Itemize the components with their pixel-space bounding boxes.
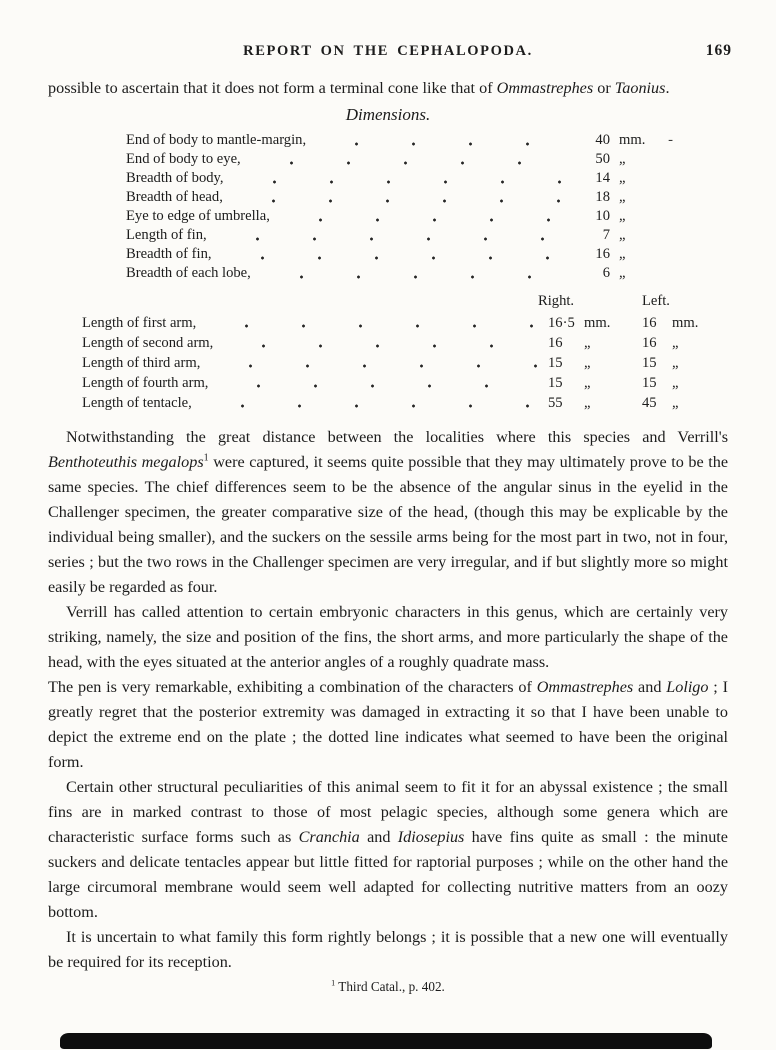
header-spacer — [82, 292, 536, 311]
dimension-value: 16 — [595, 246, 610, 262]
dimension-row — [126, 245, 673, 264]
dot-leader — [282, 207, 568, 226]
text-segment: or — [593, 79, 615, 97]
scan-stray-mark — [661, 226, 673, 245]
arms-table-header-row — [82, 292, 700, 311]
italic-text-segment: Ommastrephes — [536, 678, 634, 696]
dot-leader — [263, 264, 568, 283]
dot-leader — [225, 333, 542, 353]
paragraph-comparison-verrill — [48, 425, 728, 600]
italic-text-segment: Cranchia — [298, 828, 360, 846]
dimension-value: 14 — [595, 170, 610, 186]
dimension-label: Breadth of each lobe, — [126, 265, 251, 281]
column-header-left: Left. — [642, 293, 670, 309]
scan-stray-mark — [661, 207, 673, 226]
running-header — [48, 42, 732, 62]
arm-left-value: 16 — [642, 315, 657, 331]
dimension-label: Breadth of fin, — [126, 246, 212, 262]
footnote-text: Third Catal., p. 402. — [335, 979, 445, 994]
arm-right-value: 16 — [548, 335, 563, 351]
dimension-row — [126, 150, 673, 169]
dot-leader — [253, 150, 568, 169]
paragraph-family-uncertain — [48, 925, 728, 975]
dimension-row — [126, 169, 673, 188]
dot-leader — [219, 226, 568, 245]
footnote-marker: 1 — [331, 978, 336, 988]
arm-right-unit: mm. — [584, 315, 611, 331]
arm-row — [82, 353, 700, 373]
arm-row — [82, 333, 700, 353]
dot-leader — [236, 169, 568, 188]
arm-left-unit: mm. — [672, 315, 699, 331]
dot-leader — [208, 313, 542, 333]
dimension-value: 6 — [602, 265, 610, 281]
text-segment: Certain other structural peculiarities of this animal seem to fit it for an abyssal existence ; the small fins are in marked contrast to those of most pelagic species, although some genera which are characteristic surface forms such as — [48, 778, 728, 846]
italic-text-segment: Ommastrephes — [496, 79, 594, 97]
dot-leader — [235, 188, 568, 207]
page-number: 169 — [705, 42, 732, 59]
dimension-value: 7 — [602, 227, 610, 243]
scan-stray-mark — [661, 264, 673, 283]
italic-text-segment: Taonius — [614, 79, 666, 97]
text-segment: It is uncertain to what family this form rightly belongs ; it is possible that a new one will eventually be required for its reception. — [48, 928, 728, 971]
arm-measurements-table — [82, 292, 700, 413]
paragraph-embryonic-characters — [48, 600, 728, 675]
arm-left-value: 15 — [642, 355, 657, 371]
dimension-label: End of body to eye, — [126, 151, 241, 167]
dimension-label: Length of fin, — [126, 227, 207, 243]
dimension-unit: „ — [619, 246, 626, 262]
footnote-reference: 1 — [203, 452, 209, 464]
scan-stray-mark: - — [668, 132, 673, 148]
dimension-unit: „ — [619, 170, 626, 186]
arm-label: Length of second arm, — [82, 335, 214, 351]
text-segment: possible to ascertain that it does not form a terminal cone like that of — [48, 79, 497, 97]
dimension-value: 40 — [595, 132, 610, 148]
arm-right-unit: „ — [584, 335, 591, 351]
paragraph-abyssal-existence — [48, 775, 728, 925]
dimension-unit: „ — [619, 151, 626, 167]
dimension-unit: mm. — [619, 132, 646, 148]
dimension-value: 50 — [595, 151, 610, 167]
italic-text-segment: Benthoteuthis megalops — [48, 453, 204, 471]
scan-stray-mark — [661, 245, 673, 264]
arm-right-unit: „ — [584, 355, 591, 371]
text-segment: have fins quite as small : the minute suckers and delicate tentacles appear but little fitted for raptorial purposes ; while on the other hand the large circumoral membrane would seem well adapted for collecting nutritive matters from an oozy bottom. — [48, 828, 728, 921]
dimension-row — [126, 264, 673, 283]
dimension-row — [126, 226, 673, 245]
arm-right-unit: „ — [584, 375, 591, 391]
text-segment: . — [665, 79, 670, 97]
arm-row — [82, 313, 700, 333]
arm-label: Length of first arm, — [82, 315, 197, 331]
dimension-value: 10 — [595, 208, 610, 224]
dimension-unit: „ — [619, 265, 626, 281]
dimension-unit: „ — [619, 227, 626, 243]
column-header-right: Right. — [538, 293, 575, 309]
dimension-value: 18 — [595, 189, 610, 205]
dot-leader — [212, 353, 542, 373]
paragraph-pen-remarkable — [48, 675, 728, 775]
text-segment: and — [633, 678, 667, 696]
intro-paragraph — [48, 76, 728, 101]
text-segment: Verrill has called attention to certain embryonic characters in this genus, which are certainly very striking, namely, the size and position of the fins, the short arms, and more particularly the shape of the head, with the eyes situated at the anterior angles of a roughly quadrate mass. — [48, 603, 728, 671]
dimension-label: Eye to edge of umbrella, — [126, 208, 270, 224]
dimension-row — [126, 207, 673, 226]
dot-leader — [318, 131, 568, 150]
arm-right-value: 15 — [548, 355, 563, 371]
dimension-row — [126, 131, 673, 150]
text-segment: and — [359, 828, 398, 846]
arm-left-value: 45 — [642, 395, 657, 411]
scan-stray-mark — [661, 150, 673, 169]
dimensions-table — [126, 131, 673, 283]
dimension-unit: „ — [619, 189, 626, 205]
dimension-label: End of body to mantle-margin, — [126, 132, 307, 148]
dimension-label: Breadth of head, — [126, 189, 223, 205]
arm-left-unit: „ — [672, 335, 679, 351]
arm-row — [82, 373, 700, 393]
dot-leader — [224, 245, 568, 264]
dot-leader — [204, 393, 542, 413]
dot-leader — [220, 373, 542, 393]
dimension-label: Breadth of body, — [126, 170, 224, 186]
arm-left-unit: „ — [672, 375, 679, 391]
text-segment: were captured, it seems quite possible that they may ultimately prove to be the same species. The chief differences seem to be the absence of the angular sinus in the eyelid in the Challenger specimen, the greater comparative size of the head, (though this may be explicable by the individual being smaller), and the suckers on the sessile arms being for the most part in two, not in four, series ; but the two rows in the Challenger specimen are very irregular, and if but slightly more so might easily be regarded as four. — [48, 453, 729, 596]
running-header-title: REPORT ON THE CEPHALOPODA. — [243, 43, 533, 59]
arm-left-value: 16 — [642, 335, 657, 351]
dimension-unit: „ — [619, 208, 626, 224]
dimension-row — [126, 188, 673, 207]
italic-text-segment: Idiosepius — [397, 828, 465, 846]
scan-artifact-bar — [60, 1033, 712, 1049]
arm-right-value: 16·5 — [548, 315, 575, 331]
arm-right-unit: „ — [584, 395, 591, 411]
arm-left-value: 15 — [642, 375, 657, 391]
scan-stray-mark — [661, 169, 673, 188]
arm-label: Length of third arm, — [82, 355, 201, 371]
dimensions-heading: Dimensions. — [345, 105, 431, 124]
text-segment: Notwithstanding the great distance between the localities where this species and Verrill's — [66, 428, 728, 446]
arm-left-unit: „ — [672, 355, 679, 371]
text-segment: ; I greatly regret that the posterior extremity was damaged in extracting it so that I have been unable to depict the extreme end on the plate ; the dotted line indicates what seemed to have been the original form. — [48, 678, 728, 771]
arm-label: Length of fourth arm, — [82, 375, 209, 391]
arm-row — [82, 393, 700, 413]
arm-left-unit: „ — [672, 395, 679, 411]
arms-table-body — [82, 313, 700, 413]
footnote — [48, 978, 728, 996]
arm-right-value: 15 — [548, 375, 563, 391]
text-segment: The pen is very remarkable, exhibiting a combination of the characters of — [48, 678, 537, 696]
arm-right-value: 55 — [548, 395, 563, 411]
arm-label: Length of tentacle, — [82, 395, 192, 411]
scan-stray-mark — [661, 188, 673, 207]
italic-text-segment: Loligo — [666, 678, 709, 696]
